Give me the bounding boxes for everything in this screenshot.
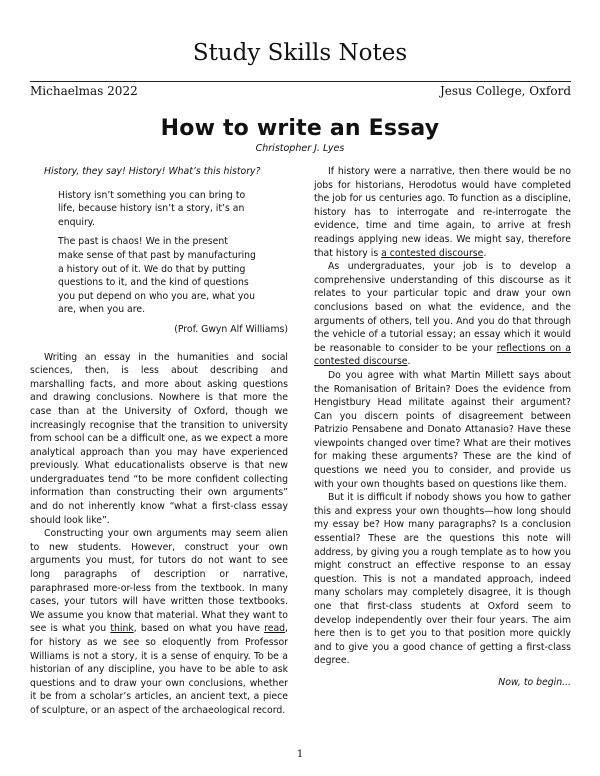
epigraph-quote-2: The past is chaos! We in the present make sense of that past by manufacturing a history out of it. We do that by putting questions to it, and the kind of questions you put depend on who you are, what you are, when you are. [58,236,256,316]
text-run: As undergraduates, your job is to develop a comprehensive understanding of this discourse as it relates to your particular topic and draw your own conclusions based on what the evidence, and the arguments of others, tell you. And you do that through the vehicle of a tutorial essay; an essay which it would be reasonable to consider to be your [314,261,571,354]
contested-discourse-link[interactable]: a contested discourse [381,247,484,259]
epigraph-attribution: (Prof. Gwyn Alf Williams) [174,323,288,335]
essay-title: How to write an Essay [160,116,440,141]
college-label: Jesus College, Oxford [439,84,571,98]
body-paragraph [314,165,571,260]
series-title: Study Skills Notes [192,40,408,66]
text-run: . [483,247,487,259]
body-paragraph [30,527,288,717]
body-paragraph [314,260,571,369]
reflections-link[interactable]: reflections on a contested discourse [314,342,571,368]
epigraph-quote-1: History isn’t something you can bring to life, because history isn’t a story, it’s an enquiry. [58,189,246,228]
epigraph-heading: History, they say! History! What’s this history? [44,166,261,177]
emphasis-think: think [110,623,134,635]
right-column [314,165,571,690]
emphasis-read: read [264,623,286,635]
text-run: If history were a narrative, then there would be no jobs for historians, Herodotus would have completed the job for us centuries ago. To function as a discipline, history has to interrogate and re-interrogate the evidence, time and time again, to arrive at fresh readings applying new ideas. We might say, therefore that history is [314,166,571,259]
text-run: Constructing your own arguments may seem alien to new students. However, construct your own arguments you must, for tutors do not want to see long paragraphs of description or narrative, paraphrased more-or-less from the textbook. In many cases, your tutors will have written those textbooks. We assume you know that material. What they want to see is what you [30,528,288,635]
body-paragraph: Writing an essay in the humanities and social sciences, then, is less about describing and marshalling facts, and more about asking questions and drawing conclusions. Nowhere is that more the case than at the University of Oxford, though we increasingly recognise that the transition to university from school can be a difficult one, as we expect a more analytical approach than you may have experienced previously. What educationalists observe is that new undergraduates tend “to be more confident collecting information than constructing their own arguments” and do not inherently know “what a first-class essay should look like”. [30,351,289,526]
body-paragraph: Do you agree with what Martin Millett says about the Romanisation of Britain? Does the evidence from Hengistbury Head militate against their argument? Can you discern points of disagreement between Patrizio Pensabene and Donato Attanasio? Have these viewpoints changed over time? What are their motives for making these arguments? These are the kind of questions we need you to consider, and provide us with your own thoughts based on questions like them. [314,369,571,490]
body-paragraph: But it is difficult if nobody shows you how to gather this and express your own thoughts—how long should my essay be? How many paragraphs? Is a conclusion essential? These are the questions this note will address, by giving you a rough template as to how you might construct an effective response to an essay question. This is not a mandated approach, indeed many scholars may completely disagree, it is though one that first-class students at Oxford seem to develop independently over their four years. The aim here then is to get you to that position more quickly and to give you a good chance of getting a first-class degree. [314,492,571,667]
header-rule [30,81,571,82]
author: Christopher J. Lyes [255,143,345,154]
text-run: , for history as we see so eloquently from Professor Williams is not a story, it is a sense of enquiry. To be a historian of any discipline, you have to be able to ask questions and to draw your own conclusions, whether it be from a scholar’s articles, an ancient text, a piece of sculpture, or an aspect of the archaeological record. [30,623,289,716]
term-label: Michaelmas 2022 [30,84,138,98]
left-column [30,165,288,718]
closing-line: Now, to begin... [498,676,571,688]
text-run: , based on what you have [133,623,265,635]
text-run: . [407,356,411,368]
page-number: 1 [296,749,304,760]
